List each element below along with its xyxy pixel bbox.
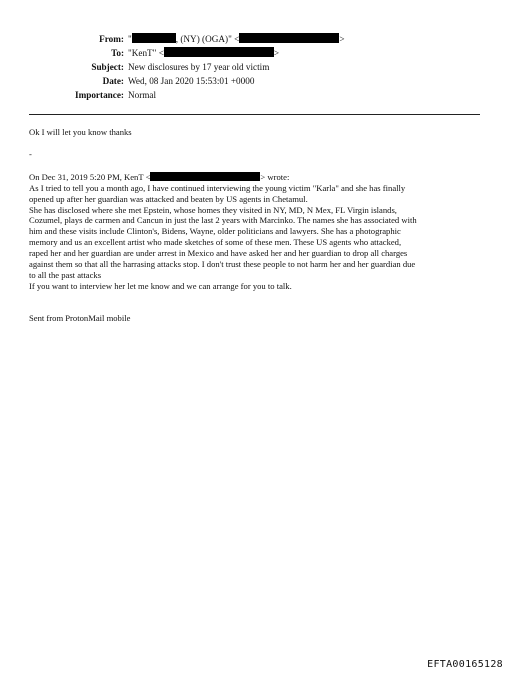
- redaction-box: [239, 33, 339, 43]
- quoted-line: to all the past attacks: [29, 269, 102, 280]
- from-label: From:: [99, 34, 124, 44]
- from-value: [128, 32, 345, 46]
- subject-label: Subject:: [91, 62, 124, 72]
- email-header: [0, 32, 512, 102]
- quoted-line: opened up after her guardian was attacked and beaten by US agents in Chetamul.: [29, 193, 308, 204]
- document-id: EFTA00165128: [427, 659, 503, 670]
- subject-row: [0, 60, 512, 74]
- quote-intro-text: On Dec 31, 2019 5:20 PM, KenT <: [29, 171, 151, 182]
- quoted-line: Cozumel, plays de carmen and Cancun in just the last 2 years with Marcinko. The names she has associated with: [29, 215, 417, 226]
- subject-value: New disclosures by 17 year old victim: [128, 62, 270, 72]
- quoted-message: [29, 183, 484, 292]
- to-row: [0, 46, 512, 60]
- date-row: [0, 74, 512, 88]
- quoted-line: him and these visits include Clinton's, Bidens, Wayne, older politicians and lawyers. She has a photographic: [29, 226, 401, 237]
- from-quote: ": [128, 34, 132, 44]
- redaction-box: [132, 33, 176, 43]
- quoted-line: As I tried to tell you a month ago, I have continued interviewing the young victim "Karla" and she has finally: [29, 182, 406, 193]
- separator-dash: -: [29, 148, 32, 159]
- quoted-line: memory and us an excellent artist who made sketches of some of these men. These US agents who attacked,: [29, 237, 402, 248]
- quote-intro: [29, 172, 484, 183]
- date-value: Wed, 08 Jan 2020 15:53:01 +0000: [128, 76, 255, 86]
- importance-row: [0, 88, 512, 102]
- from-agency: , (NY) (OGA)" <: [175, 34, 240, 44]
- redaction-box: [150, 172, 260, 181]
- quoted-line: If you want to interview her let me know and we can arrange for you to talk.: [29, 280, 292, 291]
- to-name: "KenT" <: [128, 48, 164, 58]
- from-close: >: [339, 34, 345, 44]
- importance-value: Normal: [128, 90, 157, 100]
- header-divider: [29, 114, 480, 115]
- date-label: Date:: [102, 76, 124, 86]
- quoted-line: against them so that all the harrasing attacks stop. I don't trust these people to not harm her and her guardian due: [29, 259, 416, 270]
- quote-intro-wrote: > wrote:: [260, 171, 290, 182]
- email-body: [29, 127, 484, 324]
- reply-text: Ok I will let you know thanks: [29, 127, 132, 137]
- to-close: >: [273, 48, 280, 58]
- from-row: [0, 32, 512, 46]
- to-value: [128, 46, 279, 60]
- to-label: To:: [111, 48, 124, 58]
- redaction-box: [164, 47, 274, 57]
- importance-label: Importance:: [75, 90, 124, 100]
- quoted-line: She has disclosed where she met Epstein, whose homes they visited in NY, MD, N Mex, FL Virgin islands,: [29, 204, 397, 215]
- signature: Sent from ProtonMail mobile: [29, 312, 131, 323]
- quoted-line: raped her and her guardian are under arrest in Mexico and have asked her and her guardian to drop all charges: [29, 248, 408, 259]
